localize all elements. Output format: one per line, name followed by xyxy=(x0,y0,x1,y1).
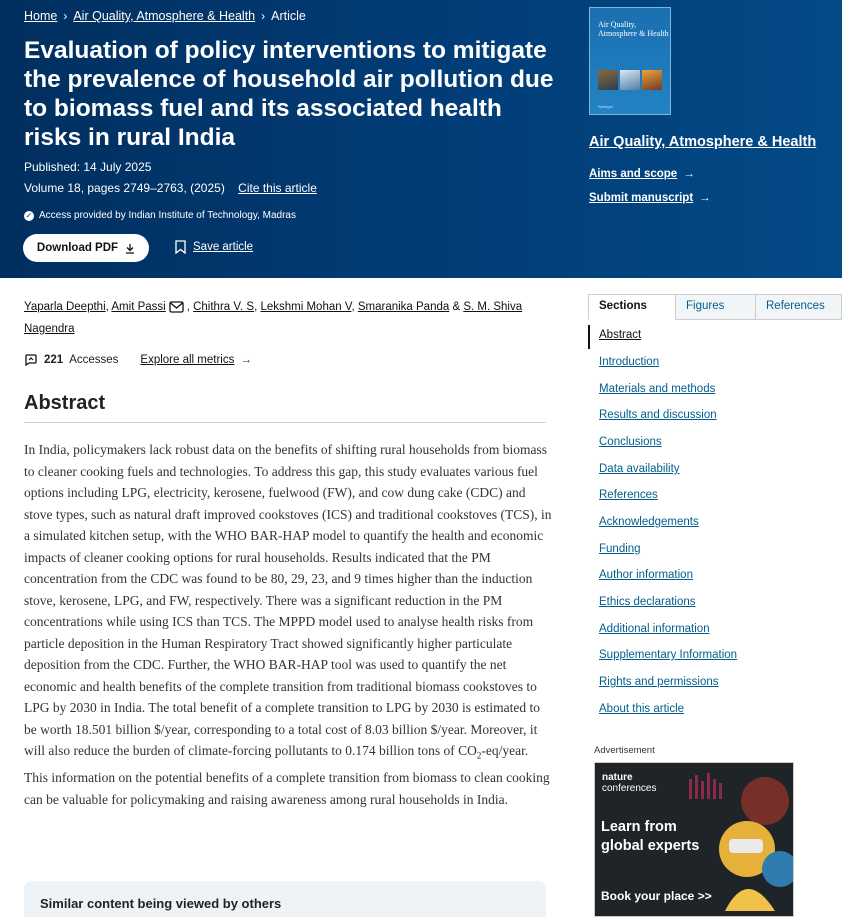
access-notice xyxy=(24,210,296,221)
journal-title-link[interactable]: Air Quality, Atmosphere & Health xyxy=(589,134,817,150)
volume-text: Volume 18, pages 2749–2763, (2025) xyxy=(24,181,225,195)
author-link[interactable]: Lekshmi Mohan V xyxy=(260,301,352,313)
section-link-references[interactable]: References xyxy=(599,489,658,501)
arrow-right-icon: → xyxy=(683,168,695,180)
similar-content-heading: Similar content being viewed by others xyxy=(40,896,282,911)
cite-link[interactable]: Cite this article xyxy=(238,181,317,195)
bookmark-icon xyxy=(175,240,186,254)
arrow-right-icon: → xyxy=(699,192,711,204)
ad-headline: Learn from global experts xyxy=(601,819,700,854)
section-link-abstract[interactable]: Abstract xyxy=(599,329,642,341)
advertisement-banner[interactable] xyxy=(594,762,794,917)
section-link-materials[interactable]: Materials and methods xyxy=(599,383,716,395)
abstract-subscript: 2 xyxy=(476,750,482,761)
section-link-about[interactable]: About this article xyxy=(599,703,685,715)
download-pdf-button[interactable] xyxy=(23,234,149,262)
cover-title: Air Quality, Atmosphere & Health xyxy=(598,20,669,38)
section-link-ethics[interactable]: Ethics declarations xyxy=(599,596,696,608)
ad-brand-nature: nature xyxy=(602,772,633,783)
abstract-heading: Abstract xyxy=(24,392,106,414)
chevron-right-icon: › xyxy=(63,9,68,23)
submit-manuscript-link[interactable] xyxy=(589,192,711,204)
breadcrumb-current: Article xyxy=(271,9,306,23)
explore-metrics-link[interactable]: Explore all metrics xyxy=(140,354,235,366)
section-link-conclusions[interactable]: Conclusions xyxy=(599,436,662,448)
arrow-right-icon: → xyxy=(240,354,252,366)
submit-label: Submit manuscript xyxy=(589,192,694,204)
section-link-rights[interactable]: Rights and permissions xyxy=(599,676,719,688)
similar-content-panel[interactable] xyxy=(24,881,546,917)
author-link[interactable]: Yaparla Deepthi xyxy=(24,301,106,313)
cover-images xyxy=(598,70,662,90)
chevron-right-icon: › xyxy=(261,9,266,23)
article-title: Evaluation of policy interventions to mitigate the prevalence of household air pollution due to biomass fuel and its associated health risks in rural India xyxy=(24,37,554,151)
download-icon xyxy=(125,243,135,254)
breadcrumb-journal[interactable]: Air Quality, Atmosphere & Health xyxy=(73,9,256,23)
abstract-text xyxy=(24,439,552,810)
cover-publisher: Springer xyxy=(598,104,614,109)
journal-cover[interactable] xyxy=(589,7,671,115)
author-link[interactable]: Amit Passi xyxy=(111,301,166,313)
tab-sections[interactable]: Sections xyxy=(588,294,676,320)
ad-cta[interactable]: Book your place >> xyxy=(601,889,712,903)
access-text: Access provided by Indian Institute of Technology, Madras xyxy=(39,210,296,221)
breadcrumb-home[interactable]: Home xyxy=(24,9,58,23)
section-link-funding[interactable]: Funding xyxy=(599,543,641,555)
author-link[interactable]: S. M. Shiva Nagendra xyxy=(24,301,523,335)
breadcrumb xyxy=(24,9,306,23)
download-label: Download PDF xyxy=(36,242,119,254)
save-article-button[interactable] xyxy=(175,240,253,254)
check-circle-icon: ✓ xyxy=(25,210,33,220)
divider xyxy=(24,422,546,423)
tab-figures[interactable]: Figures xyxy=(676,294,756,320)
mail-icon[interactable] xyxy=(169,301,184,313)
section-link-supplementary[interactable]: Supplementary Information xyxy=(599,649,738,661)
active-indicator xyxy=(588,325,590,349)
metrics-icon xyxy=(24,353,38,367)
section-link-results[interactable]: Results and discussion xyxy=(599,409,717,421)
article-header xyxy=(0,0,842,278)
author-link[interactable]: Chithra V. S xyxy=(193,301,255,313)
section-link-author-info[interactable]: Author information xyxy=(599,569,693,581)
sidebar-tabs xyxy=(588,294,842,320)
published-date: Published: 14 July 2025 xyxy=(24,160,152,174)
volume-info xyxy=(24,181,317,195)
advertisement-label: Advertisement xyxy=(594,745,655,756)
author-link[interactable]: Smaranika Panda xyxy=(357,301,450,313)
access-label: Accesses xyxy=(69,354,119,366)
section-link-data-availability[interactable]: Data availability xyxy=(599,463,680,475)
section-link-introduction[interactable]: Introduction xyxy=(599,356,660,368)
abstract-part-1: In India, policymakers lack robust data on the benefits of shifting rural households from biomass to cleaner cooking fuels and technologies. To address this gap, this study evaluates various fuel options including LPG, electricity, kerosene, fuelwood (FW), and cow dung cake (CDC) and stove types, such as natural draft improved cookstoves (ICS) and traditional cookstoves (TCS), in a simulated kitchen setup, with the WHO BAR-HAP model to quantify the health and economic impacts of cleaner cooking options for rural households. Results indicated that the PM concentration from the CDC was found to be 80, 29, 23, and 9 times higher than the induction stove, kerosene, LPG, and FW, respectively. There was a significant reduction in the PM concentrations while using ICS than TCS. The MPPD model used to analyse health risks from particle deposition in the Human Respiratory Tract showed significantly higher particulate deposition from the CDC. Further, the WHO BAR-HAP tool was used to quantify the net economic and health benefits of the complete transition from traditional biomass cookstoves to LPG by 2030 in India. The total benefit of a complete transition to LPG by 2030 is estimated to be worth 18.501 billion $/year, corresponding to a total cost of 8.03 billion $/year. Moreover, it will also reduce the burden of climate-forcing pollutants to 0.174 billion tons of CO xyxy=(24,442,552,758)
aims-label: Aims and scope xyxy=(589,168,678,180)
aims-scope-link[interactable] xyxy=(589,168,695,180)
save-label: Save article xyxy=(193,241,254,253)
access-metrics xyxy=(24,353,252,367)
abstract-part-2: -eq/year. This information on the potential benefits of a complete transition from biomass to clean cooking can be valuable for policymaking and raising awareness among rural households in India. xyxy=(24,743,550,807)
tab-references[interactable]: References xyxy=(756,294,842,320)
ad-brand-conferences: conferences xyxy=(602,783,657,794)
section-link-additional[interactable]: Additional information xyxy=(599,623,710,635)
section-link-acknowledgements[interactable]: Acknowledgements xyxy=(599,516,699,528)
author-list: Yaparla Deepthi, Amit Passi , Chithra V. S, Lekshmi Mohan V, Smaranika Panda & S. M. Shiva Nagendra xyxy=(24,301,523,335)
access-count: 221 xyxy=(44,354,64,366)
